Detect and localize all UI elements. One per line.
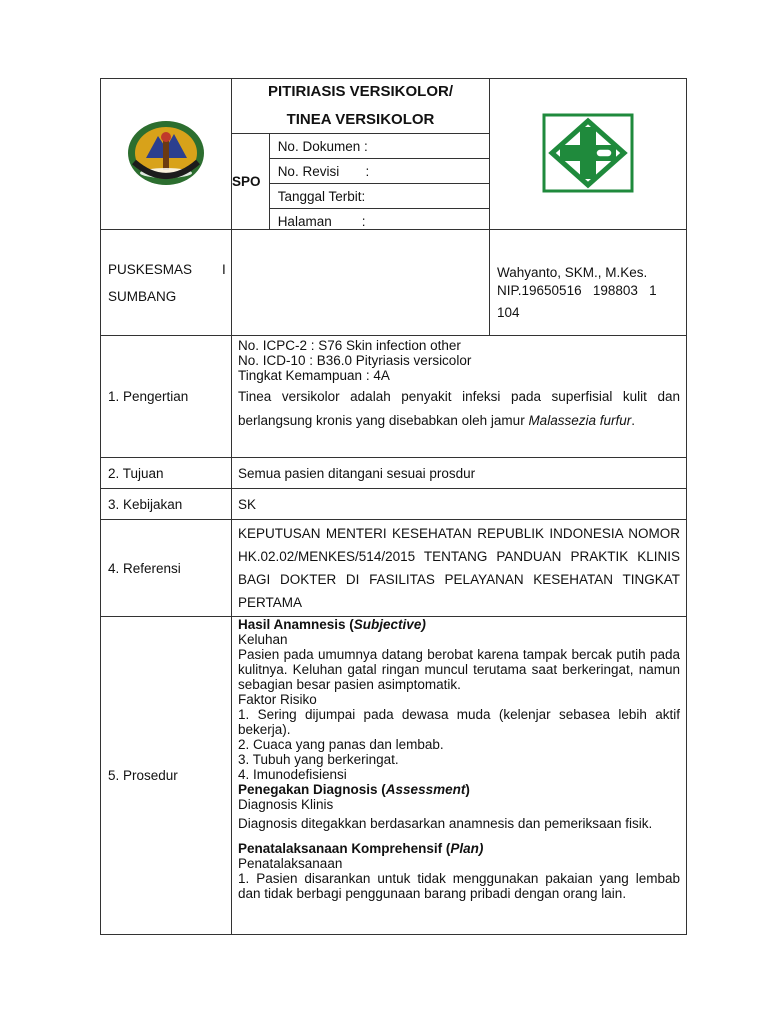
icd-code: No. ICD-10 : B36.0 Pityriasis versicolor bbox=[238, 353, 472, 368]
faktor-item: 1. Sering dijumpai pada dewasa muda (kelenjar sebasea lebih aktif bekerja). bbox=[238, 707, 680, 737]
signer-nip-cont: 104 bbox=[497, 304, 520, 320]
keluhan-title: Keluhan bbox=[238, 632, 288, 647]
page-field: Halaman : bbox=[277, 213, 366, 229]
pengertian-content bbox=[232, 336, 687, 458]
definition-text: Tinea versikolor adalah penyakit infeksi pada superfisial kulit dan berlangsung kronis yang disebabkan oleh jamur Malassezia furfur. bbox=[238, 389, 680, 428]
issue-date-field: Tanggal Terbit: bbox=[270, 184, 489, 209]
diagnosis-text: Diagnosis ditegakkan berdasarkan anamnesis dan pemeriksaan fisik. bbox=[238, 816, 653, 831]
puskesmas-name-line2: SUMBANG bbox=[108, 288, 177, 304]
puskesmas-logo-cell bbox=[490, 79, 687, 230]
tujuan-label: 2. Tujuan bbox=[101, 458, 232, 489]
referensi-text: KEPUTUSAN MENTERI KESEHATAN REPUBLIK INDONESIA NOMOR HK.02.02/MENKES/514/2015 TENTANG PANDUAN PRAKTIK KLINIS BAGI DOKTER DI FASILITAS PELAYANAN KESEHATAN TINGKAT PERTAMA bbox=[232, 520, 687, 617]
signer-cell bbox=[490, 230, 687, 336]
blank-cell bbox=[232, 230, 490, 336]
diagnosis-title: Diagnosis Klinis bbox=[238, 797, 334, 812]
pathogen-name: Malassezia furfur bbox=[528, 413, 632, 428]
faktor-item: 3. Tubuh yang berkeringat. bbox=[238, 752, 399, 767]
competency-level: Tingkat Kemampuan : 4A bbox=[238, 368, 390, 383]
district-logo-cell bbox=[101, 79, 232, 230]
prosedur-label: 5. Prosedur bbox=[101, 617, 232, 935]
faktor-title: Faktor Risiko bbox=[238, 692, 317, 707]
spo-document-table bbox=[100, 78, 687, 935]
prosedur-content bbox=[232, 617, 687, 935]
pengertian-label: 1. Pengertian bbox=[101, 336, 232, 458]
document-title-line1: PITIRIASIS VERSIKOLOR/ bbox=[267, 83, 454, 100]
signer-name: Wahyanto, SKM., M.Kes. bbox=[497, 264, 648, 280]
puskesmas-name-line1: PUSKESMAS I bbox=[108, 261, 226, 277]
document-info-fields bbox=[270, 134, 489, 233]
puskesmas-logo-icon bbox=[542, 113, 634, 193]
plan-item: 1. Pasien disarankan untuk tidak menggunakan pakaian yang lembab dan tidak berbagi penggunaan barang pribadi dengan orang lain. bbox=[238, 871, 680, 901]
kebijakan-label: 3. Kebijakan bbox=[101, 489, 232, 520]
faktor-item: 4. Imunodefisiensi bbox=[238, 767, 347, 782]
keluhan-text: Pasien pada umumnya datang berobat karena tampak bercak putih pada kulitnya. Keluhan gatal ringan muncul terutama saat berkeringat, namun sebagian besar pasien asimptomatik. bbox=[238, 647, 680, 692]
diagnosis-heading: Penegakan Diagnosis (Assessment) bbox=[238, 782, 470, 797]
faktor-item: 2. Cuaca yang panas dan lembab. bbox=[238, 737, 444, 752]
tujuan-text: Semua pasien ditangani sesuai prosdur bbox=[232, 458, 687, 489]
revision-field: No. Revisi : bbox=[270, 159, 489, 184]
puskesmas-name-cell bbox=[101, 230, 232, 336]
spo-label: SPO bbox=[232, 134, 270, 229]
anamnesis-heading: Hasil Anamnesis (Subjective) bbox=[238, 617, 426, 632]
doc-number-field: No. Dokumen : bbox=[270, 134, 489, 159]
icpc-code: No. ICPC-2 : S76 Skin infection other bbox=[238, 338, 461, 353]
plan-heading: Penatalaksanaan Komprehensif (Plan) bbox=[238, 841, 484, 856]
kebijakan-text: SK bbox=[232, 489, 687, 520]
document-title-line2: TINEA VERSIKOLOR bbox=[232, 105, 489, 134]
signer-nip: NIP.19650516 198803 1 bbox=[497, 282, 657, 298]
district-logo-icon bbox=[124, 118, 208, 188]
plan-title: Penatalaksanaan bbox=[238, 856, 343, 871]
referensi-label: 4. Referensi bbox=[101, 520, 232, 617]
